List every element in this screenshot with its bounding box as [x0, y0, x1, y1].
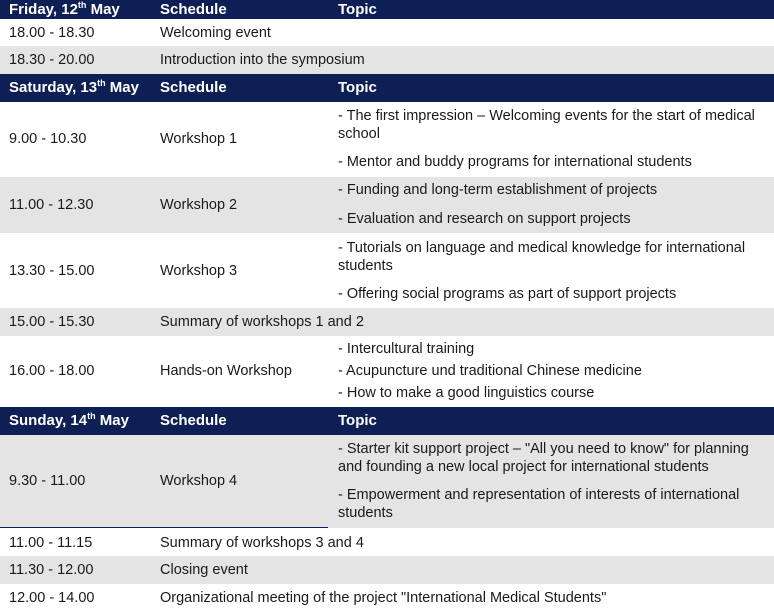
table-row	[0, 584, 774, 611]
time-cell: 11.00 - 11.15	[9, 535, 93, 551]
schedule-cell: Welcoming event	[160, 25, 271, 41]
time-cell: 16.00 - 18.00	[9, 363, 95, 379]
time-cell: 18.00 - 18.30	[9, 25, 95, 41]
time-cell: 9.00 - 10.30	[9, 131, 87, 147]
schedule-column-header: Schedule	[160, 1, 227, 18]
schedule-cell: Closing event	[160, 562, 248, 578]
topic-column-header: Topic	[338, 79, 377, 96]
day-suffix: th	[77, 0, 87, 10]
schedule-cell: Workshop 1	[160, 131, 238, 147]
topic-column-header: Topic	[338, 1, 377, 18]
schedule-cell: Introduction into the symposium	[160, 52, 365, 68]
topic-item: - Acupuncture und traditional Chinese medicine	[338, 363, 642, 379]
schedule-column-header: Schedule	[160, 412, 227, 429]
topic-item: - Tutorials on language and medical knowledge for international students	[338, 240, 746, 274]
header-saturday	[0, 74, 774, 102]
topic-item: - The first impression – Welcoming events for the start of medical school	[338, 108, 755, 142]
schedule-cell: Workshop 3	[160, 263, 238, 279]
day-suffix: th	[97, 78, 106, 88]
day-suffix: th	[87, 411, 96, 421]
time-cell: 15.00 - 15.30	[9, 314, 95, 330]
topic-item: - Starter kit support project – "All you need to know" for planning and founding a new local project for international students	[338, 441, 749, 475]
schedule-cell: Workshop 4	[160, 473, 238, 489]
day-label	[9, 79, 139, 96]
time-cell: 18.30 - 20.00	[9, 52, 95, 68]
table-row	[0, 46, 774, 74]
table-row	[0, 308, 774, 336]
schedule-cell: Hands-on Workshop	[160, 363, 292, 379]
header-friday	[0, 0, 774, 19]
table-row	[0, 435, 774, 528]
month-text: May	[86, 1, 120, 18]
table-row	[0, 177, 774, 233]
day-label	[9, 1, 120, 18]
schedule-cell: Summary of workshops 1 and 2	[160, 314, 364, 330]
schedule-cell: Workshop 2	[160, 197, 238, 213]
month-text: May	[105, 79, 139, 96]
table-row	[0, 336, 774, 407]
table-row	[0, 19, 774, 46]
time-cell: 13.30 - 15.00	[9, 263, 95, 279]
day-text: Saturday, 13	[9, 79, 98, 96]
time-cell: 11.30 - 12.00	[9, 562, 94, 578]
time-cell: 12.00 - 14.00	[9, 590, 95, 606]
table-row	[0, 528, 774, 556]
topic-column-header: Topic	[338, 412, 377, 429]
topic-item: - Funding and long-term establishment of projects	[338, 182, 658, 198]
month-text: May	[95, 412, 129, 429]
time-cell: 9.30 - 11.00	[9, 473, 86, 489]
topic-item: - Mentor and buddy programs for international students	[338, 154, 692, 170]
day-text: Sunday, 14	[9, 412, 88, 429]
schedule-column-header: Schedule	[160, 79, 227, 96]
header-sunday	[0, 407, 774, 435]
schedule-cell: Organizational meeting of the project "International Medical Students"	[160, 590, 607, 606]
time-cell: 11.00 - 12.30	[9, 197, 94, 213]
table-row	[0, 233, 774, 308]
topic-item: - Offering social programs as part of support projects	[338, 286, 677, 302]
topic-item: - How to make a good linguistics course	[338, 385, 595, 401]
table-row	[0, 556, 774, 584]
schedule-cell: Summary of workshops 3 and 4	[160, 535, 364, 551]
day-label	[9, 412, 129, 429]
topic-item: - Intercultural training	[338, 341, 475, 357]
table-row	[0, 102, 774, 177]
topic-item: - Evaluation and research on support projects	[338, 211, 631, 227]
day-text: Friday, 12	[9, 1, 78, 18]
topic-item: - Empowerment and representation of interests of international students	[338, 487, 740, 521]
